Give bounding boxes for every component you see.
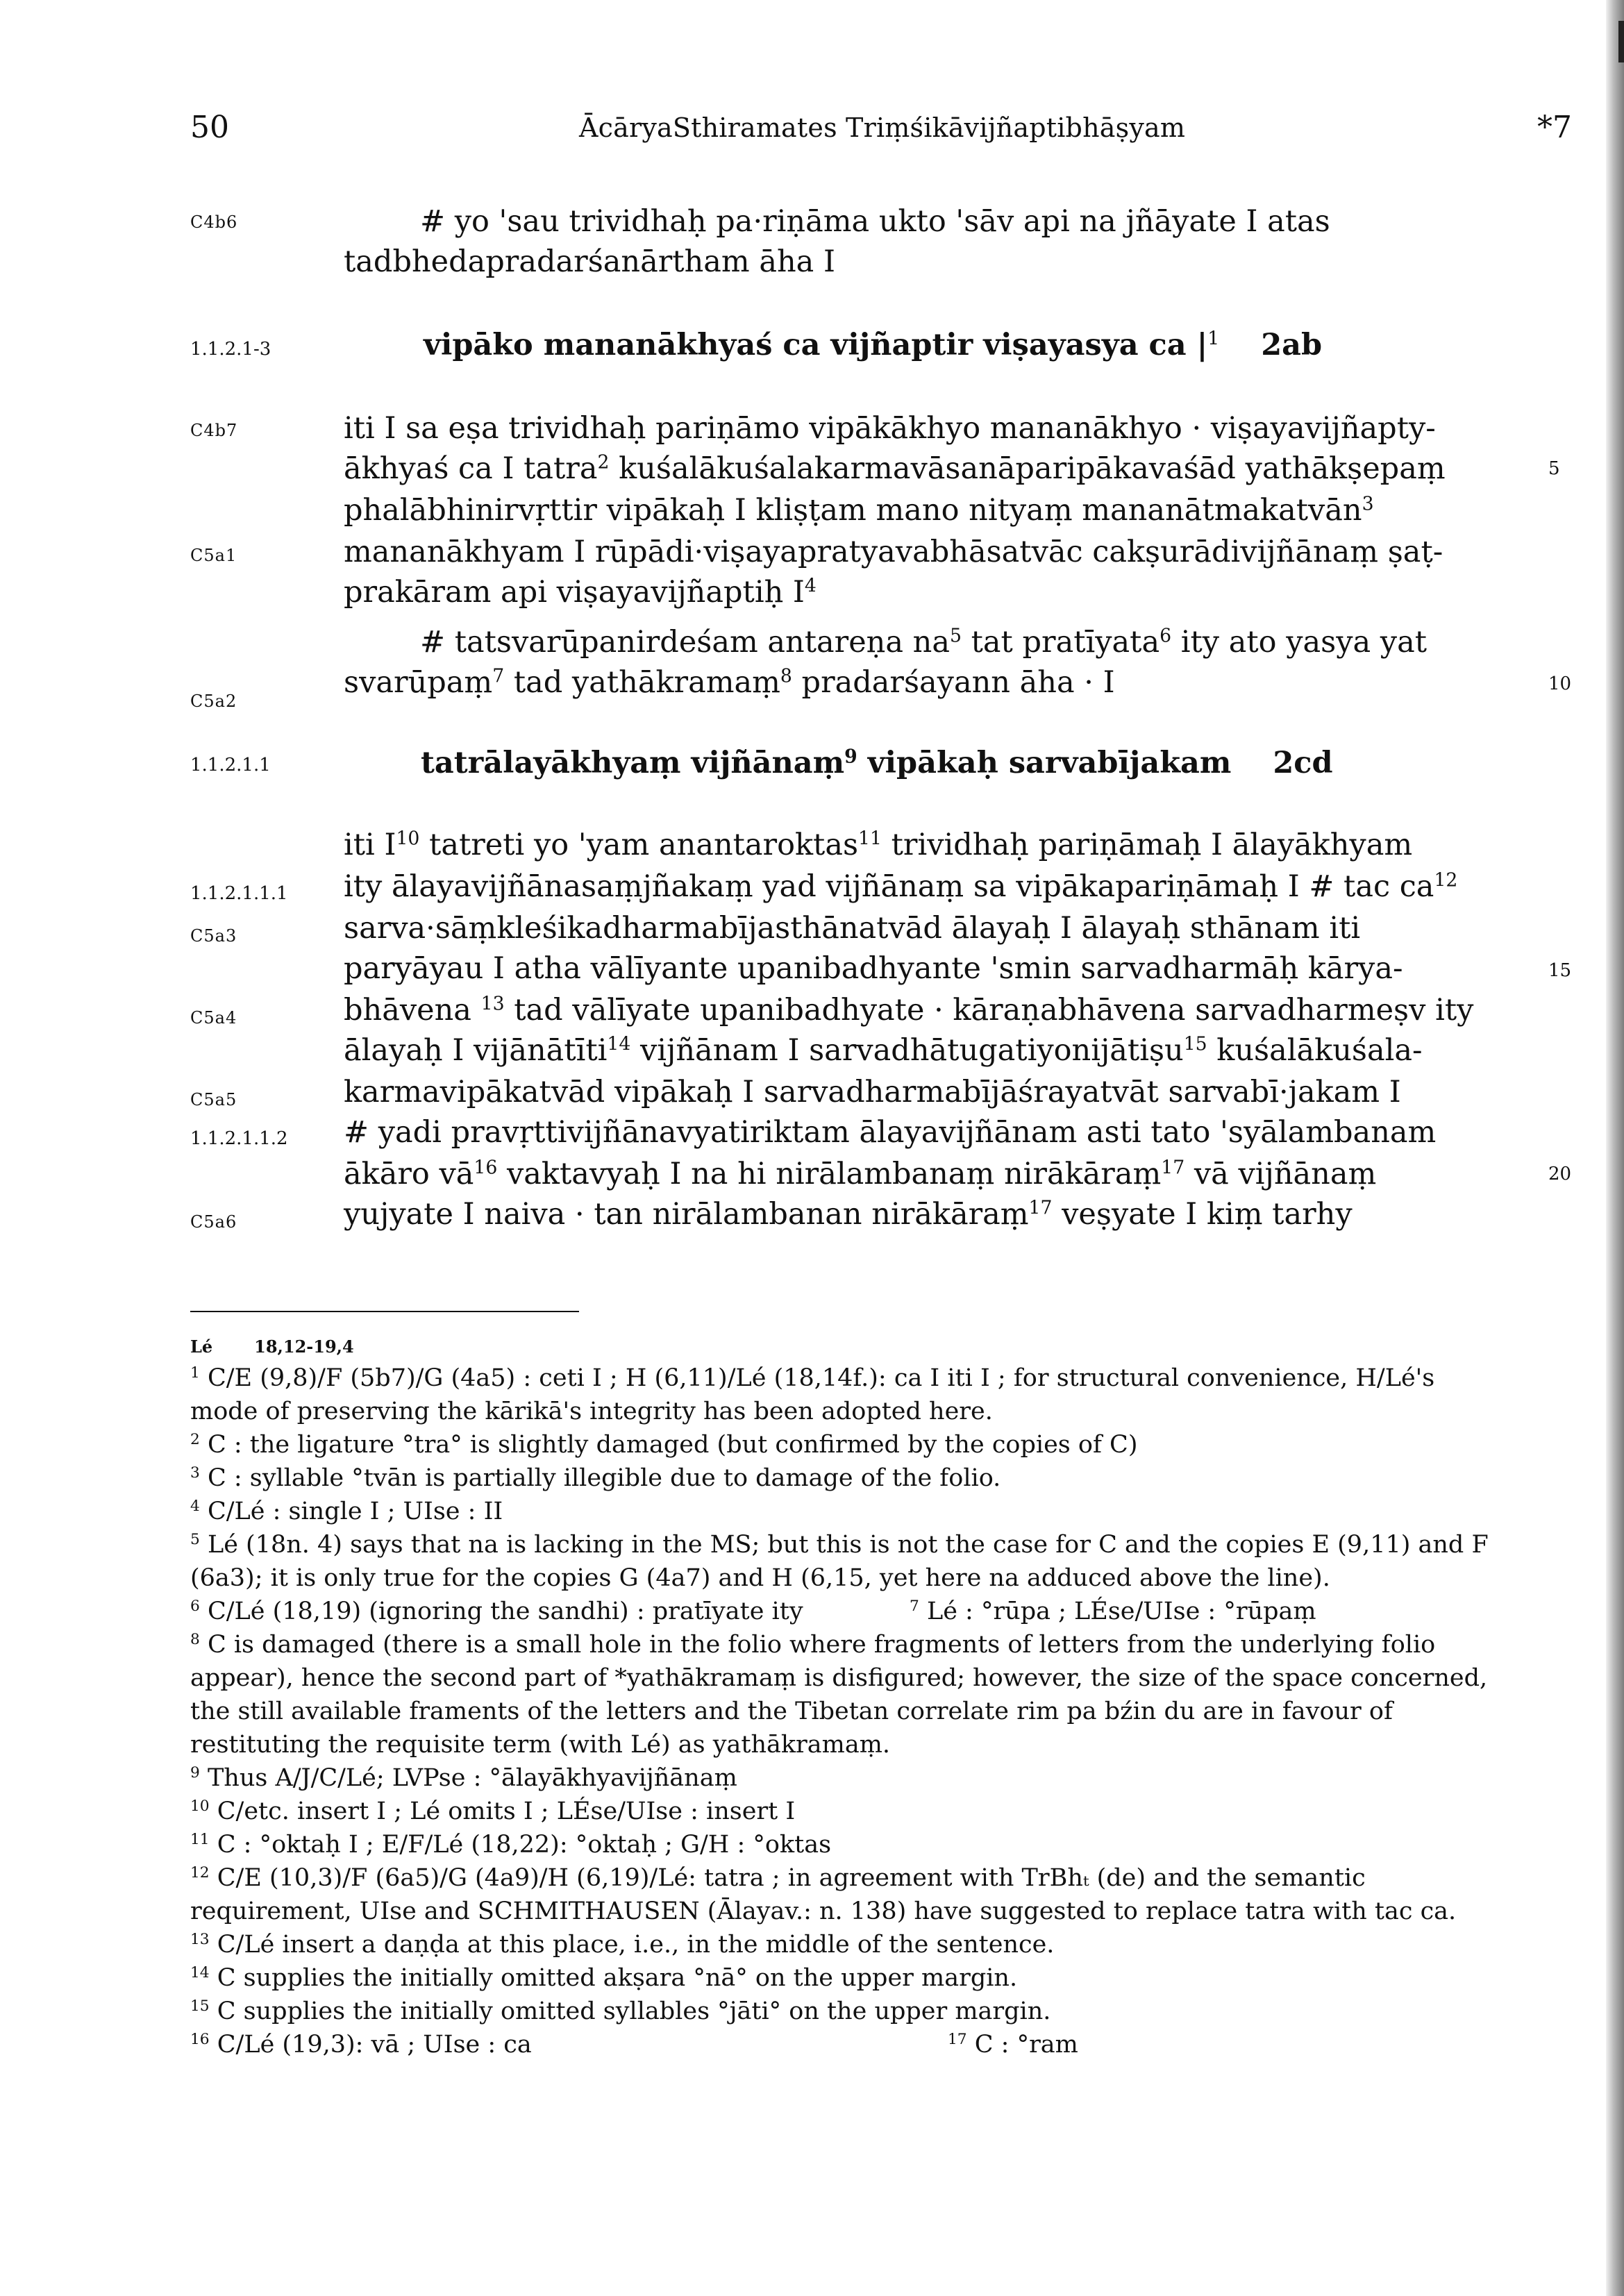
sheet-reference: *7 xyxy=(1537,110,1572,145)
footnote-8 xyxy=(190,1633,1435,1657)
footnote-number: 8 xyxy=(190,1631,200,1649)
footnote-marker: 13 xyxy=(480,993,505,1015)
footnote-rule xyxy=(190,1311,579,1312)
footnote-number: 13 xyxy=(190,1931,210,1949)
margin-ref-karika-1: 1.1.2.1-3 xyxy=(190,339,271,360)
footnote-text: C/Lé insert a daṇḍa at this place, i.e., in the middle of the sentence. xyxy=(217,1931,1055,1959)
footnote-12-cont: requirement, UIse and SCHMITHAUSEN (Ālayav.: n. 138) have suggested to replace tatra with tac ca. xyxy=(190,1897,1457,1925)
footnote-number: 9 xyxy=(190,1764,200,1782)
text-span: ākhyaś ca I tatra xyxy=(344,451,598,486)
margin-ref-c5a6: C5a6 xyxy=(190,1212,237,1232)
footnote-marker: 15 xyxy=(1183,1033,1207,1055)
text-line-5 xyxy=(344,493,1374,528)
text-line-14 xyxy=(344,993,1474,1028)
text-span: ity ato yasya yat xyxy=(1171,625,1428,660)
text-span: tat pratīyata xyxy=(961,625,1160,660)
scan-edge-mark xyxy=(1618,21,1624,62)
footnote-marker: 12 xyxy=(1434,869,1458,891)
footnote-number: 10 xyxy=(190,1798,210,1816)
footnote-text: C/etc. insert I ; Lé omits I ; LÉse/UIse : insert I xyxy=(217,1798,796,1825)
text-span: trividhaḥ pariṇāmaḥ I ālayākhyam xyxy=(881,828,1413,862)
footnote-number: 15 xyxy=(190,1997,210,2016)
margin-ref-c5a1: C5a1 xyxy=(190,546,237,565)
footnote-13 xyxy=(190,1933,1054,1957)
running-title: ĀcāryaSthiramates Triṃśikāvijñaptibhāṣyam xyxy=(579,112,1186,143)
footnote-text: C is damaged (there is a small hole in the folio where fragments of letters from the underlying folio xyxy=(207,1631,1436,1659)
footnote-text: C/E (9,8)/F (5b7)/G (4a5) : ceti I ; H (6,11)/Lé (18,14f.): ca I iti I ; for structural convenience, H/Lé's xyxy=(207,1364,1435,1392)
karika-text: tatrālayākhyaṃ vijñānaṃ xyxy=(421,746,845,780)
footnote-text: Lé (18n. 4) says that na is lacking in the MS; but this is not the case for C and the copies E (9,11) and F xyxy=(207,1531,1489,1559)
footnote-9 xyxy=(190,1766,737,1791)
text-span: phalābhinirvṛttir vipākaḥ I kliṣṭam mano nityaṃ mananātmakatvān xyxy=(344,493,1362,528)
footnote-marker: 8 xyxy=(780,665,792,687)
text-line-16: karmavipākatvād vipākaḥ I sarvadharmabījāśrayatvāt sarvabī·jakam I xyxy=(344,1075,1401,1109)
footnote-marker: 17 xyxy=(1161,1157,1185,1179)
footnote-number: 14 xyxy=(190,1964,210,1982)
footnote-marker: 9 xyxy=(844,746,857,768)
footnote-2 xyxy=(190,1433,1137,1457)
text-span: ālayaḥ I vijānātīti xyxy=(344,1033,608,1068)
footnote-number: 17 xyxy=(948,2031,967,2049)
margin-ref-c5a3: C5a3 xyxy=(190,926,237,946)
footnote-text: C : °oktaḥ I ; E/F/Lé (18,22): °oktaḥ ; G/H : °oktas xyxy=(217,1831,832,1859)
text-span: kuśalākuśala- xyxy=(1207,1033,1423,1068)
line-number-10: 10 xyxy=(1548,673,1572,694)
margin-ref-c5a4: C5a4 xyxy=(190,1008,237,1028)
text-line-9 xyxy=(344,665,1115,700)
footnote-source xyxy=(190,1336,354,1357)
footnote-number: 1 xyxy=(190,1364,200,1382)
text-span: svarūpaṃ xyxy=(344,665,493,700)
footnote-text: C/Lé (18,19) (ignoring the sandhi) : pratīyate ity xyxy=(207,1598,803,1625)
footnote-marker: 3 xyxy=(1362,493,1374,515)
text-span: pradarśayann āha · I xyxy=(792,665,1115,700)
footnote-marker: 2 xyxy=(597,451,610,474)
text-line-2: tadbhedapradarśanārtham āha I xyxy=(344,244,835,279)
karika-text: vipākaḥ sarvabījakam xyxy=(857,746,1232,780)
footnote-8-cont-1: appear), hence the second part of *yathākramaṃ is disfigured; however, the size of the space concerned, xyxy=(190,1664,1488,1692)
margin-ref-c5a2: C5a2 xyxy=(190,692,237,711)
text-line-10 xyxy=(344,830,1412,860)
footnote-text: C supplies the initially omitted akṣara °nā° on the upper margin. xyxy=(217,1964,1018,1992)
footnote-marker: 7 xyxy=(492,665,505,687)
page-number: 50 xyxy=(190,110,229,145)
footnote-text: C supplies the initially omitted syllables °jāti° on the upper margin. xyxy=(217,1997,1051,2025)
text-span: # tatsvarūpanirdeśam antareṇa na xyxy=(420,625,950,660)
footnote-1-cont: mode of preserving the kārikā's integrity has been adopted here. xyxy=(190,1398,993,1425)
footnote-4 xyxy=(190,1500,503,1524)
footnote-text: C/Lé : single I ; UIse : II xyxy=(207,1498,503,1525)
footnote-number: 11 xyxy=(190,1831,210,1849)
footnote-marker: 10 xyxy=(396,828,420,850)
footnote-6 xyxy=(190,1600,803,1624)
text-line-12: sarva·sāṃkleśikadharmabījasthānatvād ālayaḥ I ālayaḥ sthānam iti xyxy=(344,911,1361,946)
text-line-13: paryāyau I atha vālīyante upanibadhyante 'smin sarvadharmāḥ kārya- xyxy=(344,951,1403,986)
margin-ref-c5a5: C5a5 xyxy=(190,1090,237,1109)
text-span: ity ālayavijñānasaṃjñakaṃ yad vijñānaṃ sa vipākapariṇāmaḥ I # tac ca xyxy=(344,869,1434,904)
page-header xyxy=(190,110,1572,151)
text-span: prakāram api viṣayavijñaptiḥ I xyxy=(344,575,805,610)
footnote-text: C/Lé (19,3): vā ; UIse : ca xyxy=(217,2031,532,2059)
footnote-8-cont-2: the still available framents of the letters and the Tibetan correlate rim pa bźin du are in favour of xyxy=(190,1698,1393,1725)
footnote-text: C/E (10,3)/F (6a5)/G (4a9)/H (6,19)/Lé: tatra ; in agreement with TrBhₜ (de) and the semantic xyxy=(217,1864,1366,1892)
footnote-marker: 17 xyxy=(1028,1197,1053,1219)
karika-reference: 2ab xyxy=(1261,328,1323,362)
footnote-number: 5 xyxy=(190,1531,200,1549)
footnote-marker: 6 xyxy=(1160,625,1172,647)
karika-2cd xyxy=(421,748,1333,778)
margin-ref-section-2: 1.1.2.1.1.2 xyxy=(190,1128,288,1149)
footnote-12 xyxy=(190,1866,1366,1891)
footnote-text: C : syllable °tvān is partially illegible due to damage of the folio. xyxy=(207,1464,1001,1492)
footnote-marker: 16 xyxy=(474,1157,498,1179)
text-span: kuśalākuśalakarmavāsanāparipākavaśād yathākṣepaṃ xyxy=(609,451,1446,486)
footnote-10 xyxy=(190,1800,795,1824)
text-line-3: iti I sa eṣa trividhaḥ pariṇāmo vipākākhyo mananākhyo · viṣayavijñapty- xyxy=(344,411,1436,446)
margin-ref-section-1: 1.1.2.1.1.1 xyxy=(190,883,288,904)
text-line-11 xyxy=(344,869,1458,904)
footnote-number: 3 xyxy=(190,1464,200,1482)
footnote-marker: 4 xyxy=(804,575,817,597)
line-number-20: 20 xyxy=(1548,1164,1572,1184)
footnote-number: 4 xyxy=(190,1498,200,1516)
karika-2ab xyxy=(424,330,1322,360)
text-line-17: # yadi pravṛttivijñānavyatiriktam ālayavijñānam asti tato 'syālambanam xyxy=(344,1115,1437,1150)
line-number-15: 15 xyxy=(1548,960,1572,981)
footnote-text: C : the ligature °tra° is slightly damaged (but confirmed by the copies of C) xyxy=(207,1431,1138,1459)
karika-reference: 2cd xyxy=(1273,746,1333,780)
text-span: bhāvena xyxy=(344,993,481,1028)
source-reference: 18,12-19,4 xyxy=(254,1336,354,1357)
scanned-page-edge xyxy=(1606,0,1624,2296)
footnote-number: 7 xyxy=(910,1598,919,1616)
text-line-7 xyxy=(344,575,817,610)
footnote-text: C : °ram xyxy=(974,2031,1078,2059)
footnote-5-cont: (6a3); it is only true for the copies G (4a7) and H (6,15, yet here na adduced above the line). xyxy=(190,1564,1330,1592)
text-span: vaktavyaḥ I na hi nirālambanaṃ nirākāraṃ xyxy=(497,1157,1162,1191)
footnote-5 xyxy=(190,1533,1489,1557)
karika-text: vipāko mananākhyaś ca vijñaptir viṣayasya ca | xyxy=(424,328,1208,362)
footnote-14 xyxy=(190,1966,1017,1991)
text-line-15 xyxy=(344,1033,1423,1068)
text-line-19 xyxy=(344,1197,1353,1232)
text-span: vā vijñānaṃ xyxy=(1184,1157,1377,1191)
margin-ref-karika-2: 1.1.2.1.1 xyxy=(190,755,271,776)
text-line-1: # yo 'sau trividhaḥ pa·riṇāma ukto 'sāv api na jñāyate I atas xyxy=(420,204,1330,239)
footnote-17 xyxy=(948,2033,1078,2057)
text-span: tatreti yo 'yam anantaroktas xyxy=(419,828,859,862)
footnote-marker: 1 xyxy=(1207,328,1220,350)
text-line-8 xyxy=(420,625,1428,660)
footnote-15 xyxy=(190,1997,1051,2025)
footnote-3 xyxy=(190,1466,1001,1491)
text-line-6: mananākhyam I rūpādi·viṣayapratyavabhāsatvāc cakṣurādivijñānaṃ ṣaṭ- xyxy=(344,535,1443,569)
line-number-5: 5 xyxy=(1548,458,1560,479)
margin-ref-c4b6: C4b6 xyxy=(190,212,238,232)
text-span: vijñānam I sarvadhātugatiyonijātiṣu xyxy=(630,1033,1184,1068)
footnote-1 xyxy=(190,1366,1434,1391)
footnote-number: 2 xyxy=(190,1431,200,1449)
text-line-4 xyxy=(344,451,1446,486)
footnote-text: Thus A/J/C/Lé; LVPse : °ālayākhyavijñānaṃ xyxy=(207,1764,737,1792)
margin-ref-c4b7: C4b7 xyxy=(190,421,238,440)
footnote-text: Lé : °rūpa ; LÉse/UIse : °rūpaṃ xyxy=(926,1598,1316,1625)
footnote-marker: 5 xyxy=(950,625,962,647)
footnote-number: 6 xyxy=(190,1598,200,1616)
footnote-11 xyxy=(190,1833,831,1857)
text-span: ākāro vā xyxy=(344,1157,474,1191)
text-span: tad yathākramaṃ xyxy=(504,665,780,700)
footnote-16 xyxy=(190,2033,532,2057)
footnote-7 xyxy=(910,1600,1316,1624)
source-label: Lé xyxy=(190,1336,213,1357)
footnote-marker: 14 xyxy=(607,1033,631,1055)
footnote-number: 12 xyxy=(190,1864,210,1882)
footnote-marker: 11 xyxy=(858,828,882,850)
text-line-18 xyxy=(344,1159,1376,1189)
text-span: veṣyate I kiṃ tarhy xyxy=(1052,1197,1353,1232)
footnote-number: 16 xyxy=(190,2031,210,2049)
text-span: tad vālīyate upanibadhyate · kāraṇabhāvena sarvadharmeṣv ity xyxy=(504,993,1474,1028)
text-span: iti I xyxy=(344,828,396,862)
text-span: yujyate I naiva · tan nirālambanan nirākāraṃ xyxy=(344,1197,1029,1232)
footnote-8-cont-3: restituting the requisite term (with Lé) as yathākramaṃ. xyxy=(190,1731,891,1759)
